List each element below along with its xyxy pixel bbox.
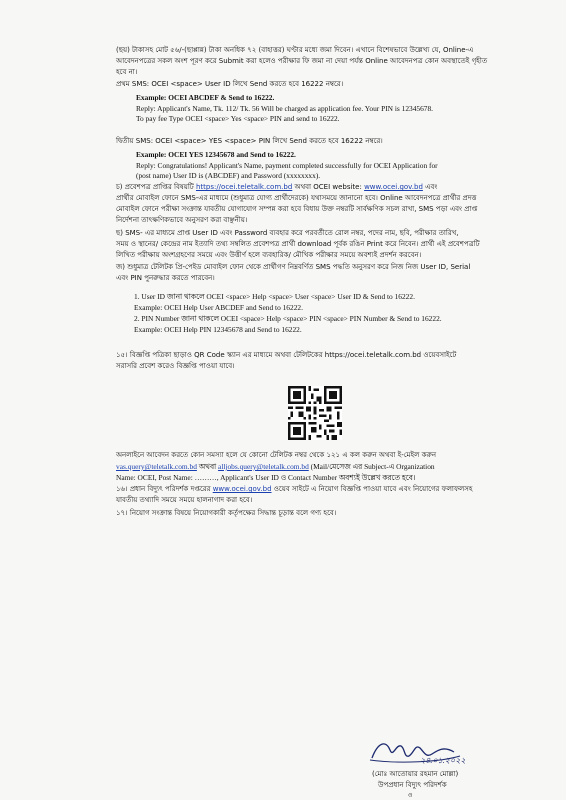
sms2-label: দ্বিতীয় SMS: OCEI <space> YES <space> PIN লিখে Send করতে হবে 16222 নম্বরে। (116, 137, 383, 145)
para-chha-line-3: লিখিত পরীক্ষায় অংশগ্রহণের সময়ে এবং উত্তীর্ণ হলে ব্যবহারিক/ মৌখিক পরীক্ষার সময়ে অবশ্যই প্রদর্শন করবেন। (116, 251, 422, 259)
teletalk-link[interactable]: https://ocei.teletalk.com.bd (195, 183, 293, 191)
recover-pin-example: Example: OCEI Help PIN 12345678 and Send to 16222. (134, 325, 302, 334)
para-ch-line-2: প্রার্থীর মোবাইল ফোনে SMS-এর মাধ্যমে (শুধুমাত্র যোগ্য প্রার্থীদেরকে) যথাসময়ে জানানো হবে। Online আবেদনপত্রে প্রার্থীর প্রদত্ত (116, 194, 477, 202)
sms1-example: Example: OCEI ABCDEF & Send to 16222. (136, 93, 275, 102)
teletalk-url: https://ocei.teletalk.com.bd (324, 351, 422, 359)
signatory-name: (মোঃ আতোয়ার রহমান মোল্লা) (372, 770, 459, 778)
helpline-line-2: vas.query@teletalk.com.bd অথবা alljobs.query@teletalk.com.bd (Mail/মেসেজ এর Subject-এ Organization (116, 462, 435, 471)
ocei-gov-link[interactable]: www.ocei.gov.bd (212, 485, 272, 493)
helpline-line-3: Name: OCEI, Post Name: ………, Applicant's User ID ও Contact Number অবশ্যই উল্লেখ করতে হবে। (116, 473, 416, 482)
para-chha-line-2: সময় ও স্থানের/ কেন্দ্রের নাম ইত্যাদি তথ্য সম্বলিত প্রবেশপত্র প্রার্থী download পূর্বক রঙিন Print করে নিবেন। প্রার্থী এই প্রবেশপত্রটি (116, 240, 480, 248)
sms1-reply-1: Reply: Applicant's Name, Tk. 112/ Tk. 56 Will be charged as application fee. Your PIN is 12345678. (136, 104, 434, 113)
intro-line-3: হবে না। (116, 68, 138, 76)
para-ja-line-2: এবং PIN পুনরুদ্ধার করতে পারবেন। (116, 274, 215, 282)
item16-line-1: ১৬। প্রধান বিদ্যুৎ পরিদর্শক দপ্তরের www.ocei.gov.bd ওয়েব সাইটে এ নিয়োগ বিজ্ঞপ্তি পাওয়া যাবে এবং নিয়োগের ফলাফলসহ (116, 485, 473, 493)
sms2-reply-1: Reply: Congratulations! Applicant's Name, payment completed successfully for OCEI Application for (136, 161, 438, 170)
item17: ১৭। নিয়োগ সংক্রান্ত বিষয়ে নিয়োগকারী কর্তৃপক্ষের সিদ্ধান্ত চূড়ান্ত বলে গণ্য হবে। (116, 509, 337, 517)
item16-line-2: যাবতীয় তথ্যাদি সময়ে সময়ে হালনাগাদ করা হবে। (116, 496, 253, 504)
qr-code[interactable] (288, 386, 342, 440)
item15-line-1: ১৫। বিজ্ঞপ্তি পত্রিকা ছাড়াও QR Code স্ক্যান এর মাধ্যমে অথবা টেলিটকের https://ocei.teletalk.com.bd ওয়েবসাইটে (116, 351, 457, 359)
vas-query-email[interactable]: vas.query@teletalk.com.bd (116, 462, 197, 471)
signatory-and: ও (408, 792, 413, 799)
para-ja-line-1: জ) শুধুমাত্র টেলিটক প্রি-পেইড মোবাইল ফোন থেকে প্রার্থীগণ নিম্নবর্ণিত SMS পদ্ধতি অনুসরণ করে নিজ নিজ User ID, Serial (116, 263, 471, 271)
sms1-label: প্রথম SMS: OCEI <space> User ID লিখে Send করতে হবে 16222 নম্বরে। (116, 80, 344, 88)
para-chha-line-1: ছ) SMS- এর মাধ্যমে প্রাপ্ত User ID এবং Password ব্যবহার করে পরবর্তীতে রোল নম্বর, পদের নাম, ছবি, পরীক্ষার তারিখ, (116, 229, 459, 237)
signature-date: ২৪.০১.২০২২ (420, 756, 466, 765)
recover-userid-example: Example: OCEI Help User ABCDEF and Send to 16222. (134, 303, 303, 312)
sms1-reply-2: To pay fee Type OCEI <space> Yes <space> PIN and send to 16222. (136, 114, 340, 123)
ocei-website-link[interactable]: www.ocei.gov.bd (364, 183, 423, 191)
recover-userid: 1. User ID জানা থাকলে OCEI <space> Help <space> User <space> User ID & Send to 16222. (134, 292, 415, 301)
alljobs-query-email[interactable]: alljobs.query@teletalk.com.bd (218, 462, 309, 471)
signatory-title-1: উপপ্রধান বিদ্যুৎ পরিদর্শক (378, 781, 447, 789)
sms2-reply-2: (post name) User ID is (ABCDEF) and Password (xxxxxxxx). (136, 171, 321, 180)
intro-line-1: (ছয়) টাকাসহ মোট ৫৬/-(ছাপ্পান্ন) টাকা অনধিক ৭২ (বাহাত্তর) ঘণ্টার মধ্যে জমা দিবেন। এখানে বিশেষভাবে উল্লেখ্য যে, Online-এ (116, 46, 474, 54)
item15-line-2: সরাসরি প্রবেশ করেও বিজ্ঞপ্তি পাওয়া যাবে। (116, 362, 235, 370)
recover-pin: 2. PIN Number জানা থাকলে OCEI <space> Help <space> PIN <space> PIN Number & Send to 16222. (134, 314, 442, 323)
sms2-example: Example: OCEI YES 12345678 and Send to 16222. (136, 150, 296, 159)
para-ch-line-4: নির্দেশনা তাৎক্ষণিকভাবে অনুসরণ করা বাঞ্ছনীয়। (116, 216, 248, 224)
intro-line-2: আবেদনপত্রের সকল অংশ পূরণ করে Submit করা হলেও পরীক্ষার ফি জমা না দেয়া পর্যন্ত Online আবেদনপত্র কোন অবস্থাতেই গৃহীত (116, 57, 488, 65)
helpline-line-1: অনলাইনে আবেদন করতে কোন সমস্যা হলে যে কোনো টেলিটক নম্বর থেকে ১২১ এ কল করুন অথবা ই-মেইল করুন (116, 451, 437, 459)
para-ch-line-1: চ) প্রবেশপত্র প্রাপ্তির বিষয়টি https://ocei.teletalk.com.bd অথবা OCEI website: www.ocei.gov.bd এবং (116, 183, 438, 191)
para-ch-line-3: মোবাইল ফোনে পরীক্ষা সংক্রান্ত যাবতীয় যোগাযোগ সম্পন্ন করা হবে বিধায় উক্ত নম্বরটি সার্বক্ষণিক সচল রাখা, SMS পড়া এবং প্রাপ্ত (116, 205, 478, 213)
